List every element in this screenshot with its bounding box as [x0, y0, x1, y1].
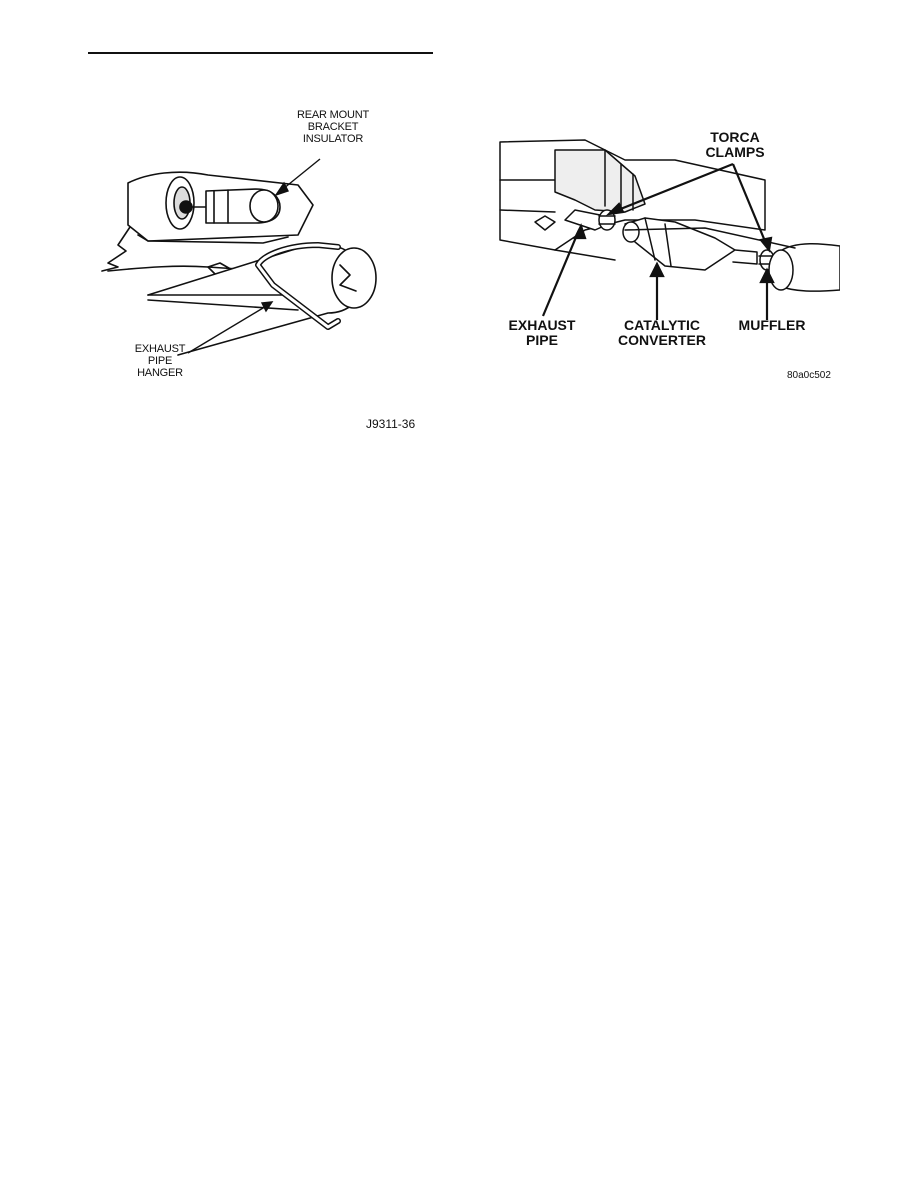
- label-line: INSULATOR: [302, 133, 364, 146]
- torca-clamps-figure: [495, 120, 840, 385]
- exhaust-pipe-label: [497, 318, 587, 349]
- exhaust-hanger-illustration: [88, 95, 433, 440]
- torca-clamps-label: [695, 130, 775, 161]
- label-line: HANGER: [137, 367, 183, 380]
- label-line: TORCA: [710, 129, 760, 145]
- label-line: PIPE: [147, 355, 173, 368]
- catalytic-converter-label: [607, 318, 717, 349]
- figure-id: 80a0c502: [787, 370, 831, 381]
- label-line: EXHAUST: [508, 317, 576, 333]
- exhaust-hanger-figure: [88, 95, 433, 440]
- label-line: EXHAUST: [134, 343, 186, 355]
- top-rule: [88, 52, 433, 54]
- label-line: CONVERTER: [618, 332, 706, 349]
- label-line: PIPE: [526, 332, 558, 349]
- label-line: CLAMPS: [705, 144, 765, 161]
- figure-id: J9311-36: [366, 417, 416, 431]
- exhaust-pipe-hanger-label: [130, 343, 190, 379]
- rear-mount-bracket-insulator-label: [278, 109, 388, 145]
- muffler-label: MUFFLER: [738, 317, 806, 333]
- label-line: REAR MOUNT: [297, 109, 369, 121]
- label-line: CATALYTIC: [624, 317, 700, 333]
- label-line: BRACKET: [307, 121, 359, 134]
